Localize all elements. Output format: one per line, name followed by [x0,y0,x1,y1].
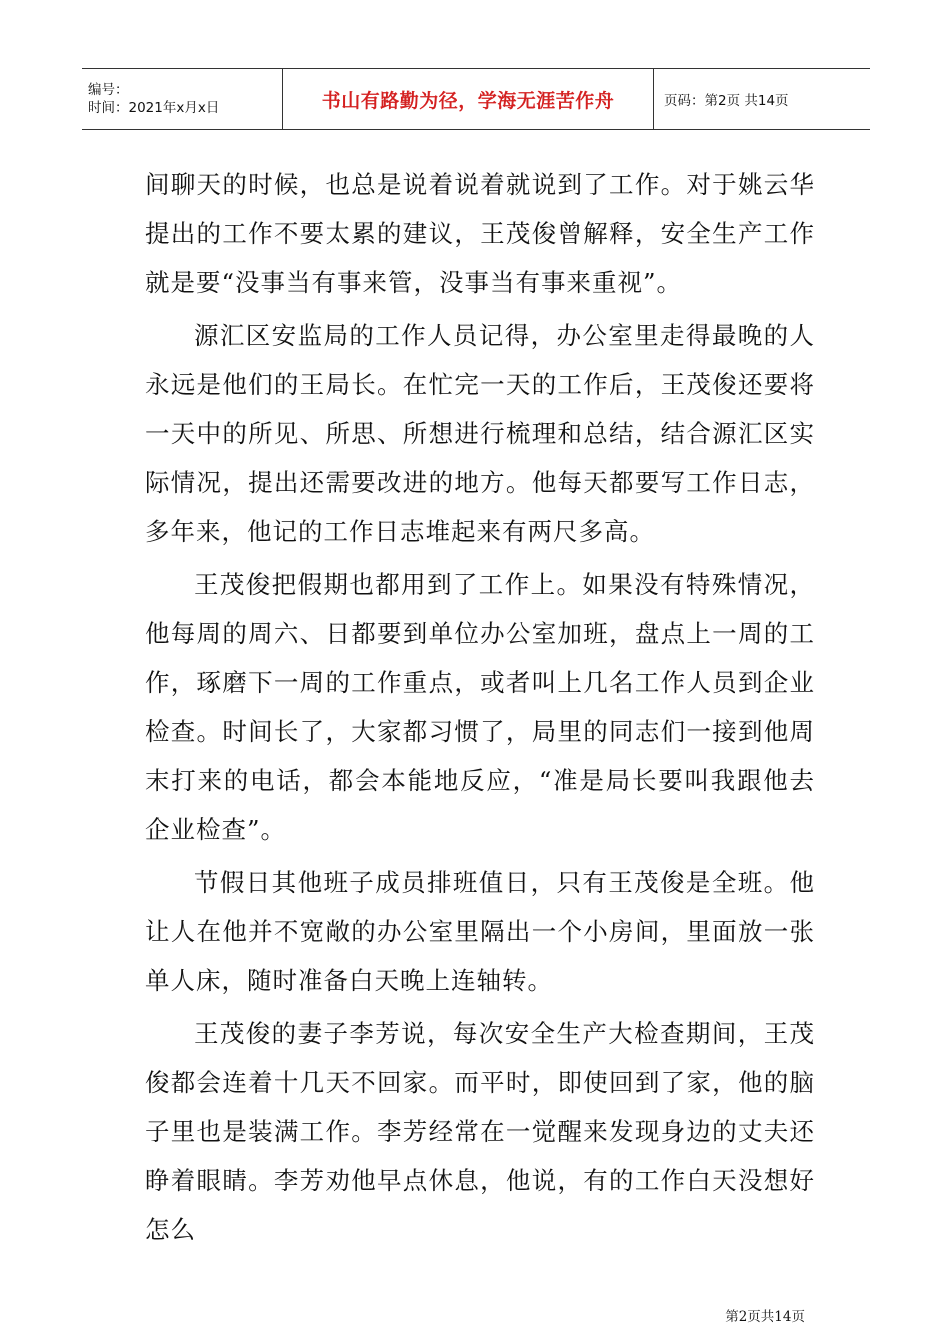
paragraph: 王茂俊把假期也都用到了工作上。如果没有特殊情况，他每周的周六、日都要到单位办公室加班，盘点上一周的工作，琢磨下一周的工作重点，或者叫上几名工作人员到企业检查。时间长了，大家都习惯了，局里的同志们一接到他周末打来的电话，都会本能地反应，“准是局长要叫我跟他去企业检查”。 [145,570,815,844]
header-page-cell [654,69,870,129]
header-page-number: 页码：第2页 共14页 [664,93,789,109]
document-number-label: 编号： [88,82,129,98]
document-body [145,160,815,1258]
paragraph: 源汇区安监局的工作人员记得，办公室里走得最晚的人永远是他们的王局长。在忙完一天的工作后，王茂俊还要将一天中的所见、所思、所想进行梳理和总结，结合源汇区实际情况，提出还需要改进的地方。他每天都要写工作日志，多年来，他记的工作日志堆起来有两尺多高。 [145,321,815,546]
document-time-label: 时间：2021年x月x日 [88,100,220,116]
paragraph: 节假日其他班子成员排班值日，只有王茂俊是全班。他让人在他并不宽敞的办公室里隔出一个小房间，里面放一张单人床，随时准备白天晚上连轴转。 [145,868,815,995]
page-footer: 第2页共14页 [725,1309,805,1325]
paragraph: 间聊天的时候，也总是说着说着就说到了工作。对于姚云华提出的工作不要太累的建议，王茂俊曾解释，安全生产工作就是要“没事当有事来管，没事当有事来重视”。 [145,170,815,297]
header-meta [82,69,282,129]
paragraph: 王茂俊的妻子李芳说，每次安全生产大检查期间，王茂俊都会连着十几天不回家。而平时，即使回到了家，他的脑子里也是装满工作。李芳经常在一觉醒来发现身边的丈夫还睁着眼睛。李芳劝他早点休息，他说，有的工作白天没想好怎么 [145,1019,815,1244]
header-motto-cell [282,69,654,129]
page-header [82,68,870,130]
header-motto: 书山有路勤为径，学海无涯苦作舟 [321,89,615,112]
